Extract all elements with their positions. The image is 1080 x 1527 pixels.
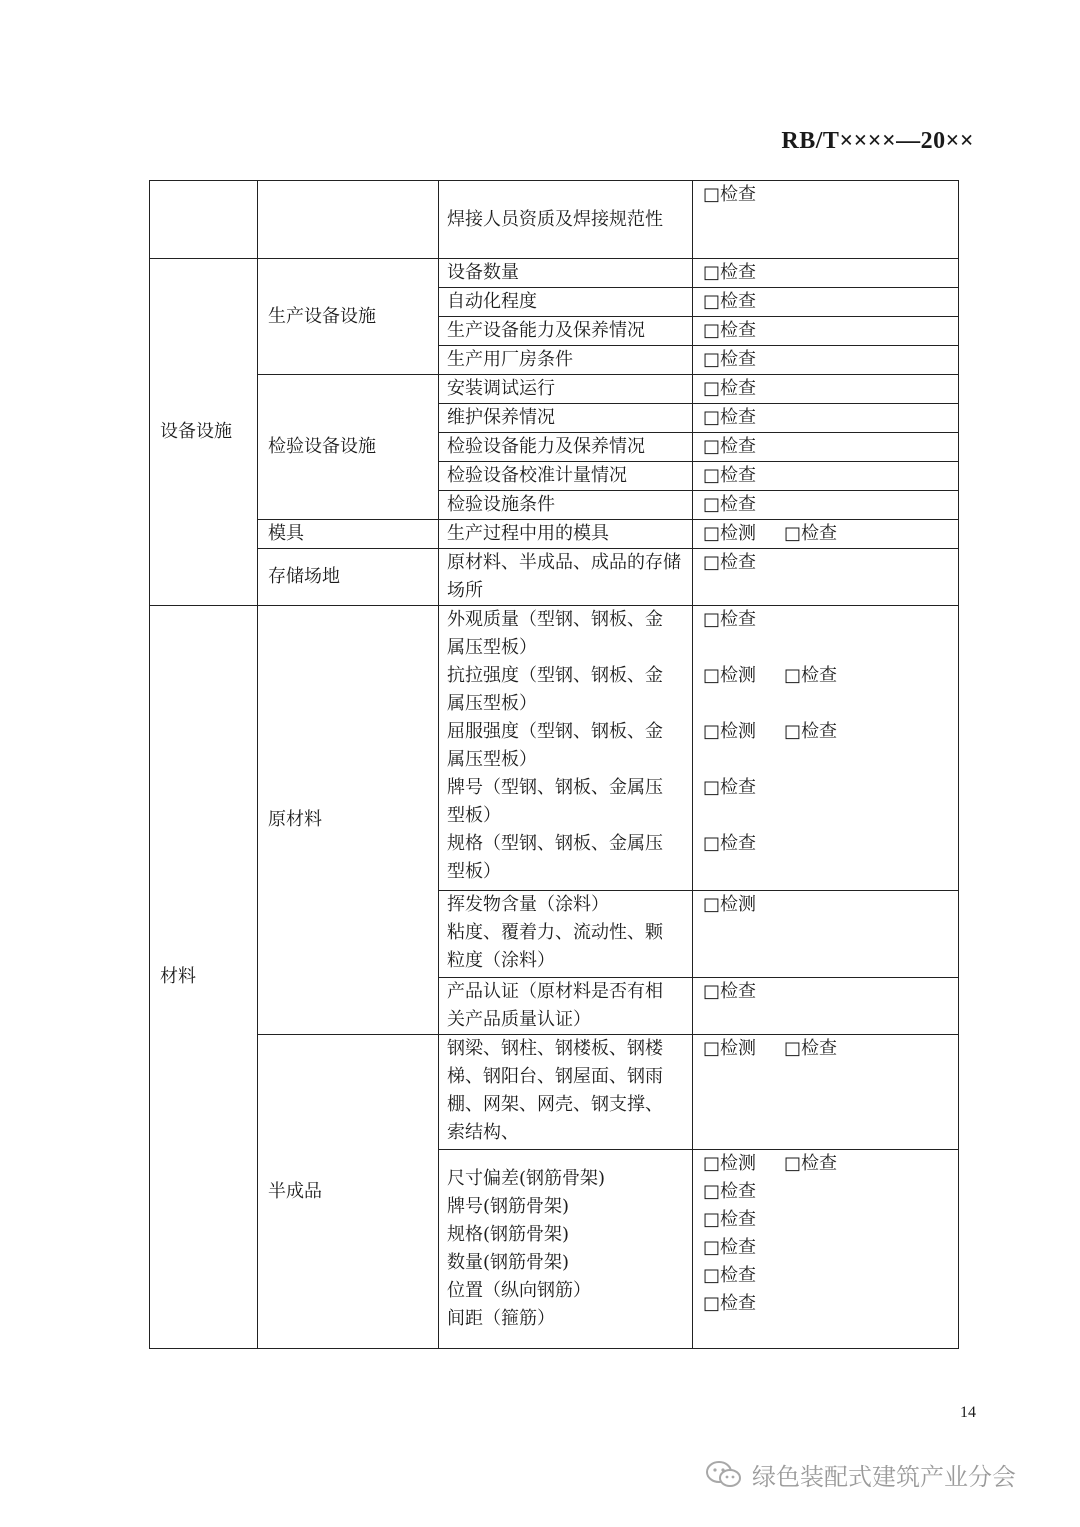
check-option[interactable]: □检查 [703,833,757,854]
method-cell [693,259,959,288]
check-option[interactable]: □检查 [703,184,757,205]
item-cell: 安装调试运行 [439,375,693,404]
item-cell [439,978,693,1035]
item-cell [439,606,693,891]
subcategory-cell: 半成品 [258,1035,439,1349]
subcategory-cell: 检验设备设施 [258,375,439,520]
detect-option[interactable]: □检测 [703,523,757,544]
subcategory-cell: 生产设备设施 [258,259,439,375]
check-option[interactable]: □检查 [703,1293,757,1314]
detect-option[interactable]: □检测 [703,665,757,686]
check-option[interactable]: □检查 [703,777,757,798]
item-line: 尺寸偏差(钢筋骨架) [447,1168,606,1189]
item-line: 外观质量（型钢、钢板、金 [447,609,663,630]
check-option[interactable]: □检查 [703,1209,757,1230]
item-line: 牌号(钢筋骨架) [447,1196,570,1217]
item-line: 属压型板） [447,693,537,714]
detect-option[interactable]: □检测 [703,894,757,915]
category-cell: 材料 [150,606,258,1349]
watermark-text: 绿色装配式建筑产业分会 [752,1463,1016,1491]
item-text: 焊接人员资质及焊接规范性 [447,208,663,230]
item-line: 钢梁、钢柱、钢楼板、钢楼 [447,1038,663,1059]
item-line: 规格(钢筋骨架) [447,1224,570,1245]
item-cell [439,1150,693,1349]
item-cell: 检验设施条件 [439,491,693,520]
check-option[interactable]: □检查 [703,494,757,515]
item-cell: 生产用厂房条件 [439,346,693,375]
method-cell [693,317,959,346]
method-cell [693,288,959,317]
item-line: 屈服强度（型钢、钢板、金 [447,721,663,742]
item-line: 抗拉强度（型钢、钢板、金 [447,665,663,686]
item-line: 间距（箍筋） [447,1308,555,1329]
item-line: 型板） [447,805,501,826]
table-row [150,606,959,891]
method-cell [693,978,959,1035]
item-cell [439,1035,693,1150]
item-cell [439,891,693,978]
item-line: 属压型板） [447,637,537,658]
check-option[interactable]: □检查 [784,721,838,742]
check-option[interactable]: □检查 [703,981,757,1002]
check-option[interactable]: □检查 [703,349,757,370]
item-cell: 检验设备能力及保养情况 [439,433,693,462]
item-line: 棚、网架、网壳、钢支撑、 [447,1094,663,1115]
wechat-icon [704,1460,744,1490]
method-cell [693,346,959,375]
item-cell: 检验设备校准计量情况 [439,462,693,491]
table-row [150,259,959,288]
method-cell [693,404,959,433]
method-cell [693,375,959,404]
table-row [150,1035,959,1150]
detect-option[interactable]: □检测 [703,721,757,742]
method-cell [693,462,959,491]
inspection-table [149,180,959,1349]
watermark [704,1457,1016,1492]
detect-option[interactable]: □检测 [703,1038,757,1059]
item-cell: 生产设备能力及保养情况 [439,317,693,346]
item-cell: 生产过程中用的模具 [439,520,693,549]
category-cell: 设备设施 [150,259,258,606]
check-option[interactable]: □检查 [703,436,757,457]
item-cell: 维护保养情况 [439,404,693,433]
item-line: 关产品质量认证） [447,1009,591,1030]
category-cell [150,181,258,259]
item-cell: 原材料、半成品、成品的存储场所 [439,549,693,606]
item-cell: 自动化程度 [439,288,693,317]
check-option[interactable]: □检查 [703,407,757,428]
subcategory-cell: 模具 [258,520,439,549]
item-cell [439,181,693,259]
table-row [150,181,959,259]
check-option[interactable]: □检查 [703,291,757,312]
table-row [150,375,959,404]
method-cell [693,1150,959,1349]
subcategory-cell [258,181,439,259]
check-option[interactable]: □检查 [703,1181,757,1202]
item-line: 规格（型钢、钢板、金属压 [447,833,663,854]
item-line: 索结构、 [447,1122,519,1143]
item-line: 属压型板） [447,749,537,770]
table-row [150,520,959,549]
item-line: 挥发物含量（涂料） [447,894,609,915]
check-option[interactable]: □检查 [703,1265,757,1286]
check-option[interactable]: □检查 [703,320,757,341]
check-option[interactable]: □检查 [703,378,757,399]
document-code: RB/T××××—20×× [781,128,974,154]
detect-option[interactable]: □检测 [703,1153,757,1174]
method-cell [693,891,959,978]
check-option[interactable]: □检查 [703,262,757,283]
item-line: 粘度、覆着力、流动性、颗 [447,922,663,943]
item-line: 型板） [447,861,501,882]
method-cell [693,433,959,462]
page-number: 14 [960,1404,976,1421]
check-option[interactable]: □检查 [784,1153,838,1174]
method-cell [693,181,959,259]
item-cell: 设备数量 [439,259,693,288]
table-row [150,549,959,606]
item-line: 粒度（涂料） [447,950,555,971]
item-line: 数量(钢筋骨架) [447,1252,570,1273]
item-line: 位置（纵向钢筋） [447,1280,591,1301]
subcategory-cell: 原材料 [258,606,439,1035]
item-line: 牌号（型钢、钢板、金属压 [447,777,663,798]
method-cell [693,491,959,520]
item-line: 产品认证（原材料是否有相 [447,981,663,1002]
method-cell [693,549,959,606]
check-option[interactable]: □检查 [784,523,838,544]
method-cell [693,520,959,549]
check-option[interactable]: □检查 [703,1237,757,1258]
subcategory-cell: 存储场地 [258,549,439,606]
check-option[interactable]: □检查 [784,1038,838,1059]
check-option[interactable]: □检查 [703,609,757,630]
check-option[interactable]: □检查 [703,552,757,573]
check-option[interactable]: □检查 [784,665,838,686]
check-option[interactable]: □检查 [703,465,757,486]
method-cell [693,606,959,891]
item-line: 梯、钢阳台、钢屋面、钢雨 [447,1066,663,1087]
method-cell [693,1035,959,1150]
